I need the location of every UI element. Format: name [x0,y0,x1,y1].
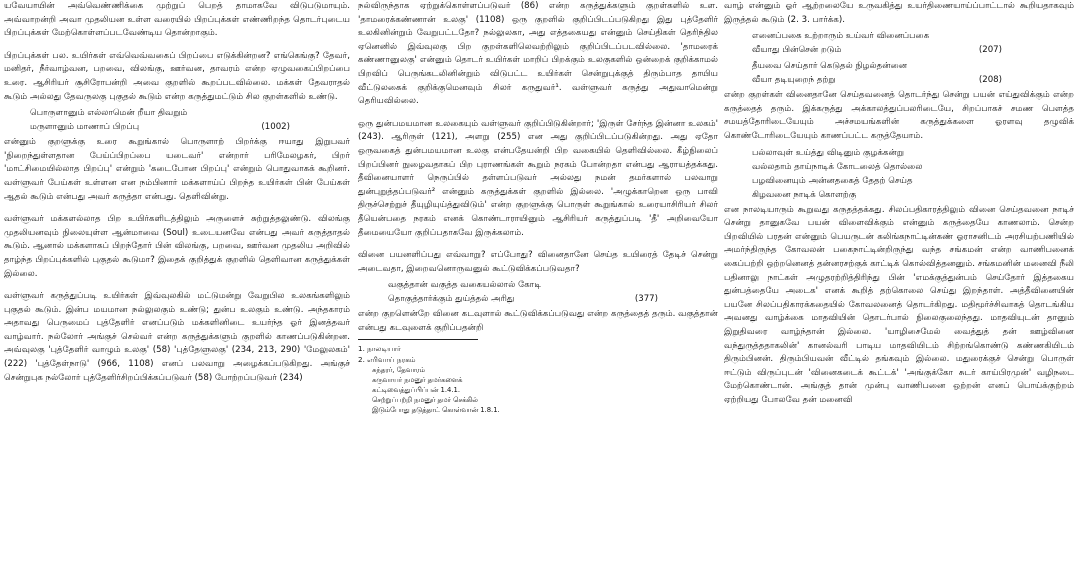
paragraph: யவேயாயின் அவ்வெண்ணிக்கை முற்றுப் பெறத் தாமாகவே விடுபடுமாயும். அவ்வாறன்றி அவா முதலியன உள்ள வரையில் பிறப்புக்கள் எண்ணிறந்த தொடர்புடைய பிறப்புக்கள் மேற்கொள்ளப்படவேண்டிய தொன்றாகும். [4,1,350,39]
footnote-line: செற்றுப்பற்றி நமனுர் தமர் செக்கில் [372,396,478,405]
verse-line: கிழவனை நாடிக் கொளற்கு [752,189,857,200]
verse-line: தொகுத்தார்க்கும் துய்த்தல் அரிது [388,294,515,305]
verse-line: வீயாது பின்சென் றடும் [752,45,842,56]
verse-208 [752,59,1002,87]
verse-line: எனைப்பகை உற்றாரும் உய்வர் வினைப்பகை [752,31,930,42]
verse-naladiyar [752,146,1012,202]
column-3 [724,0,1074,576]
paragraph: என்ற குறள்கள் வினைதானே செய்தவனைத் தொடர்ந்து சென்று பயன் எய்துவிக்கும் என்ற கருத்தைத் தரும். இக்கருத்து அக்காலத்துப்பலரிடையே, சிறப்பாகச் சமண பௌத்த சமயத்தோரிடையேயும் அச்சமயங்களின் கருத்துக்களை ஓரளவு தழுவிக் கொண்டோரிடையேயும் காணப்பட்ட கருத்தேயாம். [724,90,1074,141]
paragraph: வினை பயனளிப்பது எவ்வாறு? எப்போது? வினைதானே செய்த உயிரைத் தேடிச் சென்று அடைவதா, இறைவனொருவனுல் கூட்டுவிக்கப்படுவதா? [358,250,718,274]
paragraph: என்ற குறளென்றே வினை கடவுளால் கூட்டுவிக்கப்படுவது என்ற கருத்தைத் தரும். வகுத்தான் என்பது கடவுளைக் குறிப்பதன்றி [358,309,718,333]
verse-line: வல்லதாம் தாய்நாடிக் கோடலைத் தொல்லை [752,161,923,172]
verse-line: தீயவை செய்தார் கெடுதல் நிழல்தன்னை [752,61,908,72]
verse-line: பொருளானும் எல்லாமென் றீயா திவறும் [30,108,188,119]
footnote: 1. நாலடியார் [358,344,401,354]
verse-line: பழவினையும் அன்னதகைத் தேதற் செய்த [752,175,913,186]
footnote-line: கருவாயர் நமனுர் தமர்களைக் [372,376,463,385]
verse-line: பல்லாவுள் உய்த்து விடினும் குழக்கன்று [752,147,905,158]
paragraph: நல்விருந்தாக ஏற்றுக்கொள்ளப்படுவர் (86) என்ற கருத்துக்களும் குறள்களில் உள. 'தாமரைக்கண்ணான் உலகு' (1108) ஒரு குறளில் குறிப்பிடப்படுகிறது இது புத்தேளிர் உலகினின்றும் வேறுபட்டதோ? நல்லுலகா, அது எத்தகையது என்னும் செய்திகள் தெரிந்தில ஏனெனில் இவ்வுலகு பிற குறள்களிலெவற்றிலும் குறிப்பிடப்படவில்லை. 'தாமரைக் கண்ணானுலகு' என்னும் தொடர் உயிர்கள் மாறிப் பிறக்கும் உலகுகளில் ஒன்றைக் குறிக்காமல் பிறவிப் பெருங்கடலினின்றும் விடுபட்ட உயிர்கள் சென்றுபுக்குத் திரும்பாத தாயிய வீட்டுலகைக் குறிக்குமெனவும் சிலர் கருதுவர்¹. வள்ளுவர் கருத்து அதுவாமென்று தெரியவில்லை. [358,1,718,107]
paragraph: பிறப்புக்கள் பல. உயிர்கள் எவ்வெவ்வகைப் பிறப்பை எடுக்கின்றன? எங்கெங்கு? தேவர், மனிதர், நீர்வாழ்வன, பறவை, விலங்கு, ஊர்வன, தாவரம் என்ற ஏழுவகைப்பிறப்பை உரை. ஆசிரியர் சூசிரோபன்றி அவை குறளில் கூறப்படவில்லை. மக்கள் தேவராதல் கூடும் அல்லது தேவருலகு புகுதல் கூடும் என்ற கருத்துமட்டும் சில குறள்களில் உண்டு. [4,50,350,102]
footnote: 2. எரிவாய் நரகம் [358,355,416,365]
verse-line: வகுத்தான் வகுத்த வகையல்லால் கோடி [388,280,542,291]
paragraph: வள்ளுவர் கருத்துப்படி உயிர்கள் இவ்வுலகில் மட்டுமன்று வேறுபில உலகங்களிலும் புகுதல் கூடும். இன்ப மயமான நல்லுலகும் உண்டு; துன்ப உலகும் உண்டு. அந்தகாரம் அதாவது பெருமைப் புத்தேளிர் எனப்படும் மக்களினிடை உயர்ந்த ஓர் இனத்தவர் வாழ்வார். நல்லோர் அங்குச் செல்வர் என்ற கருத்துக்களும் குறளில் காணப்படுகின்றன. அவ்வுலகு 'புத்தேளிர் வாழும் உலகு' (58) 'புத்தேளுலகு' (234, 213, 290) 'மேலுலகம்' (222) 'புத்தேள்நாடு' (966, 1108) எனப் பலவாறு அழைக்கப்படுகிறது. அங்குச் சென்றுபுக நல்லோர் புத்தேளிர்சிறப்பிக்கப்படுவர் (58) போற்றப்படுவர் (234) [4,291,350,383]
footnote-line: இடும்போது தடுத்தாட் கொள்வான் 1.8.1. [372,406,500,415]
paragraph: வள்ளுவர் மக்களல்லாத பிற உயிர்களிடத்திலும் அருளைச் சுற்றுத்தலுண்டு. விலங்கு முதலியனவும் நிலையுள்ள ஆன்மாவை (Soul) உடையனவே என்பது அவர் கருத்தாதல் கூடும். ஆனால் மக்களாகப் பிறந்தோர் பின் விலங்கு, பறவை, ஊர்வன முதலிய அறிவில் தாழ்ந்த பிறப்புக்களில் புகுதல் கூடுமா? இதைக் குறித்துக் குறளில் தெளிவான கருத்துக்கள் இல்லை. [4,214,350,279]
column-1 [4,0,350,576]
verse-1002 [30,106,290,134]
verse-207 [752,29,1002,57]
footnote-rule [358,339,478,340]
column-2 [358,0,718,576]
footnote-line: சுந்தரர், தேவாரம் [372,366,425,375]
kural-number: (208) [978,75,1002,86]
footnote-line: கட்டிவைத்துப்பிப்பன் 1.4.1. [372,386,461,395]
verse-377 [388,278,658,306]
paragraph: என நாலடியாரும் கூறுவது கருதத்தக்கது. சிலப்பதிகாரத்திலும் வினை செய்தவனை நாடிச் சென்று தானுகவே பயன் விளைவிக்கும் என்னும் கருத்தையே காணலாம். சென்ற பிறவியில் பரதன் என்னும் பெயருடன் கலிங்கநாட்டின்கண் ஓராசனிடம் அரசியற்பணியில் அமர்ந்திருந்த கோவலன் பகைநாட்டின்றிருந்து வந்த சங்கமன் என்ற வாணிபனைக் கைப்பற்றி ஒற்றனெனத் தன்னரசற்குக் காட்டிக் கொல்வித்தனனும். சங்கமனின் மனைவி நீலி பதினாலு நாட்கள் அழுதரற்றித்திரிந்து பின் 'எமக்குத்துன்பம் செய்தோர் இத்தகைய துன்பத்தையே அடைக' எனக் கூறித் தற்கொலை செய்து இறந்தாள். அத்தீவினையின் பயனே சிலப்பதிகாரக்கதையில் கோவலனைத் தொடர்கிறது. மதிமூர்ச்சிவாகத் தொடங்கிய அவனது வாழ்க்கை மாதவியின் தொடர்பால் நிலைகுலைந்தது. மாதவியுடன் தானும் இறுதிவரை வாழ்ந்தான் இல்லை. 'யாழிசைமேல் வைத்துத் தன் ஊழ்வினை வந்துருத்ததாகலின்' கானல்வரி பாடிய மாதவியிடம் சிற்றங்கொண்டு கண்ணகியிடம் திரும்பினன். திரும்பியவன் வீட்டில் தங்கவும் இல்லை. மதுரைக்குச் சென்று பொருள் ஈட்டும் விருப்புடன் 'வினைகடைக் கூட்டக்' 'அங்குக்கோ சுடர் காய்பிரமுன்' வழிநடை மேற்கொண்டான். அங்குத் தான் முன்பு வாணிபனை ஒற்றன் எனப் பொய்க்குற்றம் ஏற்றியது போலவே தன் மனைவி [724,204,1074,405]
kural-number: (1002) [261,122,290,133]
kural-number: (207) [978,45,1002,56]
verse-line: மருளானும் மாணாப் பிறப்பு [30,122,140,133]
paragraph: என்னும் குறளுக்கு உரை கூறுங்கால் பொருளாற் பிறர்க்கு ஈயாது இறுபவர் 'நிறைந்துள்ளதான பேய்ப்பிறப்பை யடைவர்' என்றார் பரிமேலழகர், பிறர் 'மாட்சிமையில்லாத பிறப்பு' என்றும் 'கடைபோன பிறப்பு' என்றும் பொதுவாகக் கூறினர். வள்ளுவர் பேய்கள் உள்ளன என நம்பினார் மக்களாய்ப் பிறந்த உயிர்கள் பின் பேய்கள் ஆதல் கூடும் என்பது அவர் கருத்தா என்பது. தெளிவின்று. [4,137,350,202]
kural-number: (377) [634,294,658,305]
paragraph: ஒரு துன்பமயமான உலகையும் வள்ளுவர் குறிப்பிடுகின்றார்; 'இருள் சேர்ந்த இன்னா உலகம்' (243). ஆரிருள் (121), அளறு (255) என அது குறிப்பிடப்படுகின்றது. அது ஏதோ ஒருவகைத் துன்பமயமான உலகு என்பதேயன்றி பிற வகையில் தெளிவில்லை. கீழ்நிலைப் பிறப்பினர் நுழைவதாகப் பிற புராணங்கள் கூறும் நரகம் போன்றதா என்பது ஆராயத்தக்கது. தீவினையாளர் நெருப்பில் தள்ளப்படுவர் அல்லது நமன் தமர்களால் பலவாறு துன்புறுத்தப்படுவர்² என்னும் கருத்துக்கள் குறளில் இல்லை. 'அழுக்காறென ஒரு பாவி திருச்செற்றுச் தீயுழியுய்த்துவிடும்' என்ற குறளுக்கு பொருள் கூறுங்கால் உரையாசிரியர் சிலர் தீயென்பதை நரகம் எனக் கொண்டாராயினும் ஆசிரியர் கருத்துப்படி 'தீ' அறிவையோ தீமையையோ குறிப்பதாகவே இருக்கலாம். [358,118,718,238]
verse-line: வீயா தடியுறைந் தற்று [752,75,836,86]
paragraph: வாழ் என்னும் ஓர் ஆற்றலையே உருவகித்து உயர்திணையாய்ப்பாட்டால் கூறியதாகவும் இருத்தல் கூடும் (2. 3. பார்க்க). [724,1,1074,25]
footnote-quote [372,365,718,415]
